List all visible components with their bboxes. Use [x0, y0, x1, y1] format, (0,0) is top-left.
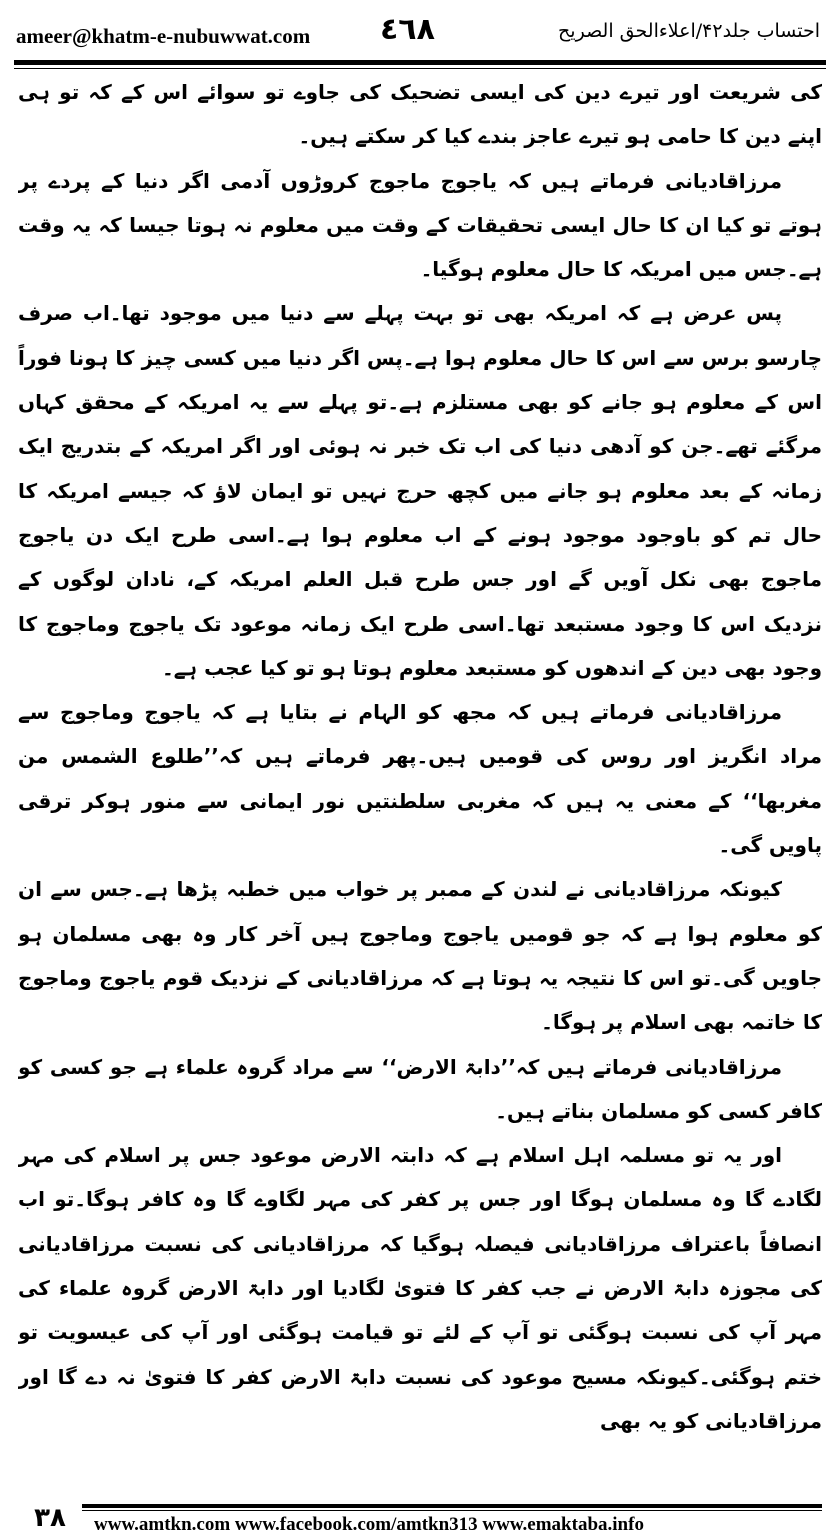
- paragraph-4: مرزاقادیانی فرماتے ہیں کہ مجھ کو الہام نے بتایا ہے کہ یاجوج وماجوج سے مراد انگریز اور روس کی قومیں ہیں۔پھر فرماتے ہیں کہ’’طلوع الشمس من مغربھا‘‘ کے معنی یہ ہیں کہ مغربی سلطنتیں نور ایمانی سے منور ہوکر ترقی پاویں گی۔: [18, 700, 822, 858]
- paragraph-5: کیونکہ مرزاقادیانی نے لندن کے ممبر پر خواب میں خطبہ پڑھا ہے۔جس سے ان کو معلوم ہوا ہے کہ جو قومیں یاجوج وماجوج ہیں آخر کار وہ بھی مسلمان ہو جاویں گی۔تو اس کا نتیجہ یہ ہوتا ہے کہ مرزاقادیانی کے نزدیک قوم یاجوج وماجوج کا خاتمہ بھی اسلام پر ہوگا۔: [18, 877, 822, 1035]
- paragraph-2: مرزاقادیانی فرماتے ہیں کہ یاجوج ماجوج کروڑوں آدمی اگر دنیا کے پردے پر ہوتے تو کیا ان کا حال ایسی تحقیقات کے وقت میں معلوم نہ ہوتا جیسا کہ یہ وقت ہے۔جس میں امریکہ کا حال معلوم ہوگیا۔: [18, 168, 822, 282]
- paragraph-6: مرزاقادیانی فرماتے ہیں کہ’’دابۃ الارض‘‘ سے مراد گروہ علماء ہے جو کسی کو کافر کسی کو مسلمان بناتے ہیں۔: [18, 1054, 822, 1123]
- book-title: احتساب جلد۴۲/اعلاءالحق الصریح: [558, 20, 820, 42]
- footer-page-box: ٣٨: [20, 1500, 80, 1536]
- page-body: [18, 70, 822, 1488]
- header-email: ameer@khatm-e-nubuwwat.com: [16, 24, 311, 48]
- page-number: ٤٦٨: [380, 12, 435, 47]
- footer-rule-thin: [82, 1510, 822, 1511]
- page-footer: [0, 1500, 840, 1540]
- paragraph-1: کی شریعت اور تیرے دین کی ایسی تضحیک کی جاوے تو سوائے اس کے کہ تو ہی اپنے دین کا حامی ہو تیرے عاجز بندے کیا کر سکتے ہیں۔: [18, 80, 822, 149]
- paragraph-3: پس عرض ہے کہ امریکہ بھی تو بہت پہلے سے دنیا میں موجود تھا۔اب صرف چارسو برس سے اس کا حال معلوم ہوا ہے۔پس اگر دنیا میں کسی چیز کا ہونا فوراً اس کے معلوم ہو جانے کو بھی مستلزم ہے۔تو پہلے سے یہ امریکہ کے محقق کہاں مرگئے تھے۔جن کو آدھی دنیا کی اب تک خبر نہ ہوئی اور اگر امریکہ کے بتدریج ایک زمانہ کے بعد معلوم ہو جانے میں کچھ حرج نہیں تو ایمان لاؤ کہ جیسے امریکہ کا حال تم کو باوجود موجود ہونے کے اب معلوم ہوا ہے۔اسی طرح ایک دن یاجوج ماجوج بھی نکل آویں گے اور جس طرح قبل العلم امریکہ کے، نادان لوگوں کے نزدیک اس کا وجود مستبعد تھا۔اسی طرح ایک زمانہ موعود تک یاجوج وماجوج کا وجود بھی دین کے اندھوں کو مستبعد معلوم ہوتا ہو تو کیا عجب ہے۔: [18, 301, 822, 680]
- header-rule-thick: [14, 60, 826, 65]
- paragraph-7: اور یہ تو مسلمہ اہل اسلام ہے کہ دابتہ الارض موعود جس پر اسلام کی مہر لگادے گا وہ مسلمان ہوگا اور جس پر کفر کی مہر لگاوے گا وہ کافر ہوگا۔تو اب انصافاً باعتراف مرزاقادیانی فیصلہ ہوگیا کہ مرزاقادیانی کی نسبت مرزاقادیانی کی مجوزہ دابۃ الارض نے جب کفر کا فتویٰ لگادیا اور دابۃ الارض گروہ علماء کی مہر آپ کی نسبت ہوگئی تو آپ کے لئے تو قیامت ہوگئی اور آپ کی عیسویت تو ختم ہوگئی۔کیونکہ مسیح موعود کی نسبت دابۃ الارض کفر کا فتویٰ نہ دے گا اور مرزاقادیانی کو یہ بھی: [18, 1143, 822, 1433]
- footer-links[interactable]: www.amtkn.com www.facebook.com/amtkn313 www.emaktaba.info: [94, 1514, 644, 1535]
- header-rule-thin: [14, 68, 826, 69]
- footer-rule-thick: [82, 1504, 822, 1508]
- page-header: [0, 0, 840, 62]
